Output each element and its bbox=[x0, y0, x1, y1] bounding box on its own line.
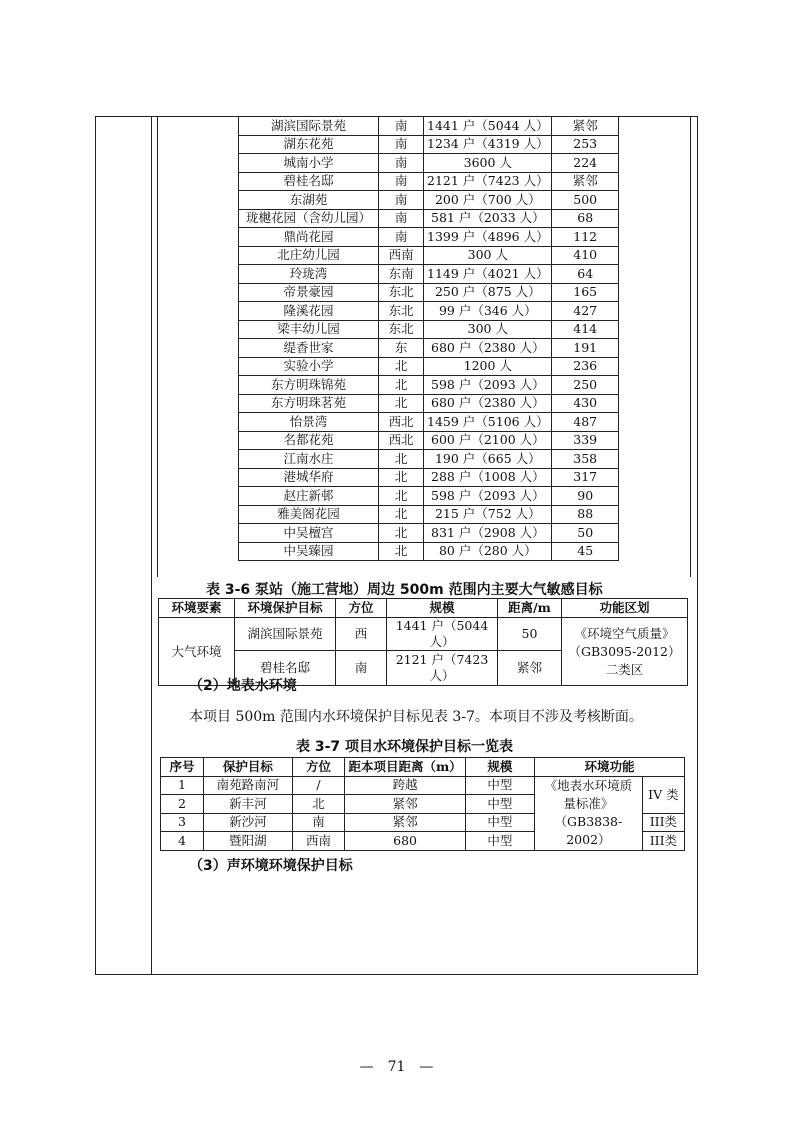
table-row bbox=[239, 394, 619, 413]
table-cell: 北 bbox=[379, 524, 424, 543]
table-cell: 45 bbox=[552, 542, 619, 561]
table-cell: 2121 户（7423 人） bbox=[424, 172, 552, 191]
table-cell: 新丰河 bbox=[204, 795, 293, 814]
table-cell: 玲珑湾 bbox=[239, 265, 379, 284]
table-row bbox=[239, 505, 619, 524]
table-row bbox=[239, 431, 619, 450]
table-cell: 414 bbox=[552, 320, 619, 339]
table-row bbox=[239, 542, 619, 561]
table-cell: 1149 户（4021 人） bbox=[424, 265, 552, 284]
section-heading-surface-water: （2）地表水环境 bbox=[189, 678, 297, 694]
table-row bbox=[239, 524, 619, 543]
table-cell: 帝景豪园 bbox=[239, 283, 379, 302]
table-cell: 680 户（2380 人） bbox=[424, 394, 552, 413]
table-cell: 紧邻 bbox=[345, 813, 465, 832]
table-cell: 西南 bbox=[379, 246, 424, 265]
table-cell: 88 bbox=[552, 505, 619, 524]
header-cell: 环境要素 bbox=[159, 599, 235, 618]
table-cell: 3 bbox=[161, 813, 204, 832]
table-cell: 东南 bbox=[379, 265, 424, 284]
table-cell: 东方明珠锦苑 bbox=[239, 376, 379, 395]
table-row bbox=[239, 339, 619, 358]
table-cell: 跨越 bbox=[345, 776, 465, 795]
table-cell: 430 bbox=[552, 394, 619, 413]
table-row bbox=[239, 172, 619, 191]
table-row bbox=[239, 191, 619, 210]
table-cell: 224 bbox=[552, 154, 619, 173]
table-cell: 东湖苑 bbox=[239, 191, 379, 210]
table-cell: 64 bbox=[552, 265, 619, 284]
table-row bbox=[161, 776, 685, 795]
table-cell: 鼎尚花园 bbox=[239, 228, 379, 247]
table-cell: 暨阳湖 bbox=[204, 832, 293, 851]
table-cell: 紧邻 bbox=[345, 795, 465, 814]
table-row bbox=[239, 302, 619, 321]
table-cell: 北庄幼儿园 bbox=[239, 246, 379, 265]
table-cell: 1459 户（5106 人） bbox=[424, 413, 552, 432]
table-cell: 珑樾花园（含幼儿园） bbox=[239, 209, 379, 228]
table-header-row bbox=[159, 599, 688, 618]
table-header-row bbox=[161, 758, 685, 777]
table-row bbox=[239, 413, 619, 432]
table-cell: 500 bbox=[552, 191, 619, 210]
table-cell: 紧邻 bbox=[552, 172, 619, 191]
table-cell: 《地表水环境质量标准》（GB3838-2002） bbox=[535, 776, 643, 850]
table-row bbox=[239, 209, 619, 228]
table-cell: 50 bbox=[498, 618, 562, 651]
left-column-divider bbox=[151, 116, 152, 975]
table-row bbox=[239, 357, 619, 376]
table-cell: 288 户（1008 人） bbox=[424, 468, 552, 487]
table-cell: 紧邻 bbox=[498, 651, 562, 686]
table-cell: 中型 bbox=[465, 795, 534, 814]
table-cell: 250 户（875 人） bbox=[424, 283, 552, 302]
table-cell: 南 bbox=[292, 813, 345, 832]
header-cell: 功能区划 bbox=[562, 599, 688, 618]
table-cell: 200 户（700 人） bbox=[424, 191, 552, 210]
table-cell: 358 bbox=[552, 450, 619, 469]
table-cell: 410 bbox=[552, 246, 619, 265]
table-cell: 250 bbox=[552, 376, 619, 395]
table-cell: 南 bbox=[379, 172, 424, 191]
table-cell: 隆溪花园 bbox=[239, 302, 379, 321]
table-row bbox=[239, 487, 619, 506]
table-cell: 3600 人 bbox=[424, 154, 552, 173]
table-cell: 90 bbox=[552, 487, 619, 506]
header-cell: 规模 bbox=[465, 758, 534, 777]
table-cell: 北 bbox=[379, 487, 424, 506]
table-cell: 680 bbox=[345, 832, 465, 851]
header-cell: 方位 bbox=[292, 758, 345, 777]
table-3-7-caption: 表 3-7 项目水环境保护目标一览表 bbox=[296, 739, 514, 755]
inner-column-divider bbox=[157, 116, 158, 577]
table-cell: 南 bbox=[379, 154, 424, 173]
table-cell: 湖滨国际景苑 bbox=[239, 117, 379, 136]
table-cell: 600 户（2100 人） bbox=[424, 431, 552, 450]
right-column-divider bbox=[690, 116, 691, 577]
table-cell: IV 类 bbox=[642, 776, 684, 813]
table-cell: 大气环境 bbox=[159, 618, 235, 686]
table-cell: 南 bbox=[379, 209, 424, 228]
table-row bbox=[239, 450, 619, 469]
table-cell: 实验小学 bbox=[239, 357, 379, 376]
table-cell: 191 bbox=[552, 339, 619, 358]
table-row bbox=[239, 265, 619, 284]
table-cell: 中型 bbox=[465, 813, 534, 832]
table-cell: III类 bbox=[642, 813, 684, 832]
table-cell: 南 bbox=[379, 135, 424, 154]
table-cell: 2 bbox=[161, 795, 204, 814]
atmospheric-targets-table bbox=[158, 598, 688, 686]
table-cell: 中吴臻园 bbox=[239, 542, 379, 561]
table-row bbox=[239, 320, 619, 339]
table-cell: 北 bbox=[379, 376, 424, 395]
header-cell: 环境功能 bbox=[535, 758, 685, 777]
header-cell: 保护目标 bbox=[204, 758, 293, 777]
table-cell: 317 bbox=[552, 468, 619, 487]
table-cell: 中型 bbox=[465, 832, 534, 851]
page-number: — 71 — bbox=[359, 1059, 434, 1075]
table-cell: 城南小学 bbox=[239, 154, 379, 173]
table-row bbox=[239, 376, 619, 395]
table-cell: 西 bbox=[336, 618, 387, 651]
table-cell: 112 bbox=[552, 228, 619, 247]
table-row bbox=[239, 154, 619, 173]
table-cell: 梁丰幼儿园 bbox=[239, 320, 379, 339]
table-cell: 581 户（2033 人） bbox=[424, 209, 552, 228]
table-cell: 598 户（2093 人） bbox=[424, 376, 552, 395]
table-row bbox=[239, 135, 619, 154]
table-cell: 300 人 bbox=[424, 246, 552, 265]
table-cell: 1441 户（5044 人） bbox=[424, 117, 552, 136]
table-cell: 1441 户（5044 人） bbox=[387, 618, 498, 651]
table-cell: 1200 人 bbox=[424, 357, 552, 376]
header-cell: 序号 bbox=[161, 758, 204, 777]
table-cell: 东 bbox=[379, 339, 424, 358]
table-cell: 北 bbox=[292, 795, 345, 814]
sensitive-targets-table bbox=[238, 116, 619, 561]
table-cell: 68 bbox=[552, 209, 619, 228]
table-cell: 165 bbox=[552, 283, 619, 302]
table-cell: 300 人 bbox=[424, 320, 552, 339]
table-3-6-caption: 表 3-6 泵站（施工营地）周边 500m 范围内主要大气敏感目标 bbox=[206, 582, 603, 598]
table-cell: 中型 bbox=[465, 776, 534, 795]
table-row bbox=[239, 117, 619, 136]
table-cell: 南 bbox=[336, 651, 387, 686]
table-cell: 99 户（346 人） bbox=[424, 302, 552, 321]
table-cell: 怡景湾 bbox=[239, 413, 379, 432]
table-cell: 东北 bbox=[379, 320, 424, 339]
table-cell: 1234 户（4319 人） bbox=[424, 135, 552, 154]
table-cell: 《环境空气质量》（GB3095-2012）二类区 bbox=[562, 618, 688, 686]
table-cell: 215 户（752 人） bbox=[424, 505, 552, 524]
table-cell: 南 bbox=[379, 228, 424, 247]
table-cell: 碧桂名邸 bbox=[239, 172, 379, 191]
table-cell: III类 bbox=[642, 832, 684, 851]
water-targets-table bbox=[160, 757, 685, 851]
table-cell: 西北 bbox=[379, 413, 424, 432]
table-cell: 北 bbox=[379, 542, 424, 561]
table-cell: 236 bbox=[552, 357, 619, 376]
table-cell: 港城华府 bbox=[239, 468, 379, 487]
table-cell: 50 bbox=[552, 524, 619, 543]
table-cell: 598 户（2093 人） bbox=[424, 487, 552, 506]
table-cell: 南苑路南河 bbox=[204, 776, 293, 795]
table-cell: 4 bbox=[161, 832, 204, 851]
table-cell: 427 bbox=[552, 302, 619, 321]
table-cell: 西北 bbox=[379, 431, 424, 450]
section-paragraph: 本项目 500m 范围内水环境保护目标见表 3-7。本项目不涉及考核断面。 bbox=[189, 709, 643, 725]
table-cell: 680 户（2380 人） bbox=[424, 339, 552, 358]
table-row bbox=[239, 283, 619, 302]
table-cell: 80 户（280 人） bbox=[424, 542, 552, 561]
header-cell: 环境保护目标 bbox=[235, 599, 336, 618]
table-cell: 东方明珠茗苑 bbox=[239, 394, 379, 413]
table-cell: 1 bbox=[161, 776, 204, 795]
table-cell: 缇香世家 bbox=[239, 339, 379, 358]
table-cell: 雅美阁花园 bbox=[239, 505, 379, 524]
table-cell: 487 bbox=[552, 413, 619, 432]
table-cell: 碧桂名邸 bbox=[235, 651, 336, 686]
table-cell: 北 bbox=[379, 505, 424, 524]
table-cell: 北 bbox=[379, 357, 424, 376]
table-cell: 赵庄新邨 bbox=[239, 487, 379, 506]
table-cell: 湖东花苑 bbox=[239, 135, 379, 154]
header-cell: 距离/m bbox=[498, 599, 562, 618]
table-cell: 江南水庄 bbox=[239, 450, 379, 469]
table-cell: 190 户（665 人） bbox=[424, 450, 552, 469]
table-cell: 北 bbox=[379, 468, 424, 487]
table-cell: 南 bbox=[379, 191, 424, 210]
table-row bbox=[239, 246, 619, 265]
table-cell: 东北 bbox=[379, 302, 424, 321]
header-cell: 规模 bbox=[387, 599, 498, 618]
table-cell: 中吴檀宫 bbox=[239, 524, 379, 543]
table-cell: 北 bbox=[379, 394, 424, 413]
table-cell: 2121 户（7423 人） bbox=[387, 651, 498, 686]
table-cell: 紧邻 bbox=[552, 117, 619, 136]
table-cell: 北 bbox=[379, 450, 424, 469]
table-cell: 名都花苑 bbox=[239, 431, 379, 450]
table-cell: 339 bbox=[552, 431, 619, 450]
section-heading-noise: （3）声环境环境保护目标 bbox=[189, 858, 353, 874]
table-cell: / bbox=[292, 776, 345, 795]
table-cell: 253 bbox=[552, 135, 619, 154]
table-cell: 新沙河 bbox=[204, 813, 293, 832]
table-cell: 831 户（2908 人） bbox=[424, 524, 552, 543]
table-row bbox=[239, 468, 619, 487]
table-cell: 湖滨国际景苑 bbox=[235, 618, 336, 651]
table-row bbox=[159, 618, 688, 651]
table-cell: 南 bbox=[379, 117, 424, 136]
table-cell: 1399 户（4896 人） bbox=[424, 228, 552, 247]
table-row bbox=[239, 228, 619, 247]
header-cell: 距本项目距离（m） bbox=[345, 758, 465, 777]
header-cell: 方位 bbox=[336, 599, 387, 618]
table-cell: 西南 bbox=[292, 832, 345, 851]
table-cell: 东北 bbox=[379, 283, 424, 302]
